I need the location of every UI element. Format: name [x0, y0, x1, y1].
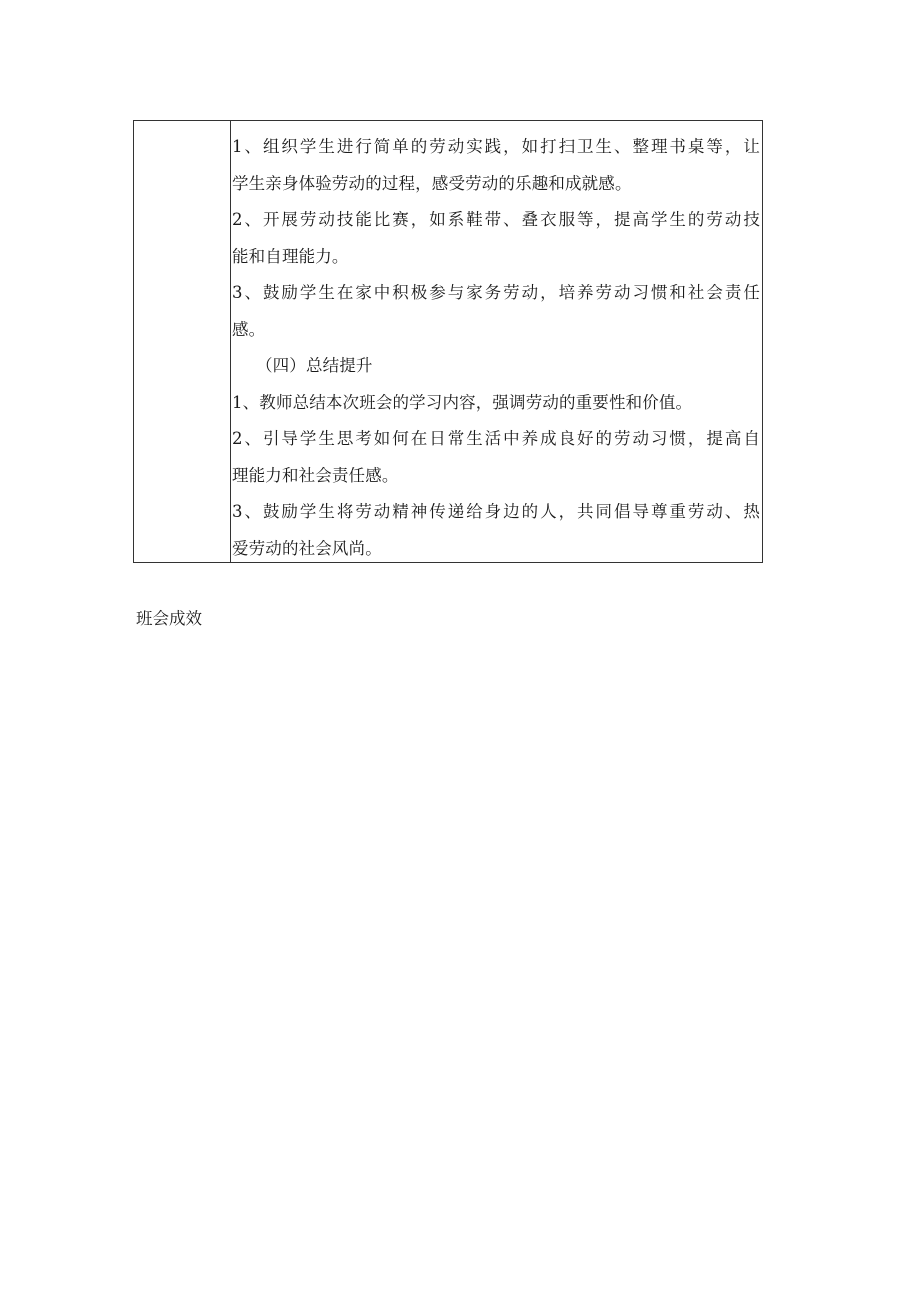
table-content-cell [231, 121, 762, 562]
content-line: 学生亲身体验劳动的过程，感受劳动的乐趣和成就感。 [232, 173, 632, 193]
content-line: 感。 [232, 319, 266, 339]
content-line: 3、鼓励学生将劳动精神传递给身边的人，共同倡导尊重劳动、热 [232, 502, 760, 521]
content-line: 2、开展劳动技能比赛，如系鞋带、叠衣服等，提高学生的劳动技 [232, 210, 760, 229]
content-line: 理能力和社会责任感。 [232, 465, 399, 485]
content-line: 1、组织学生进行简单的劳动实践，如打扫卫生、整理书桌等，让 [232, 137, 760, 156]
content-line: 能和自理能力。 [232, 246, 349, 266]
content-line: 2、引导学生思考如何在日常生活中养成良好的劳动习惯，提高自 [232, 429, 760, 448]
table-label-cell [134, 121, 231, 562]
section-label-class-meeting-results: 班会成效 [136, 609, 202, 628]
content-line: 1、教师总结本次班会的学习内容，强调劳动的重要性和价值。 [232, 392, 693, 412]
content-line: 爱劳动的社会风尚。 [232, 538, 382, 558]
section-heading: （四）总结提升 [256, 356, 373, 375]
content-line: 3、鼓励学生在家中积极参与家务劳动，培养劳动习惯和社会责任 [232, 283, 760, 302]
content-table [133, 120, 763, 563]
